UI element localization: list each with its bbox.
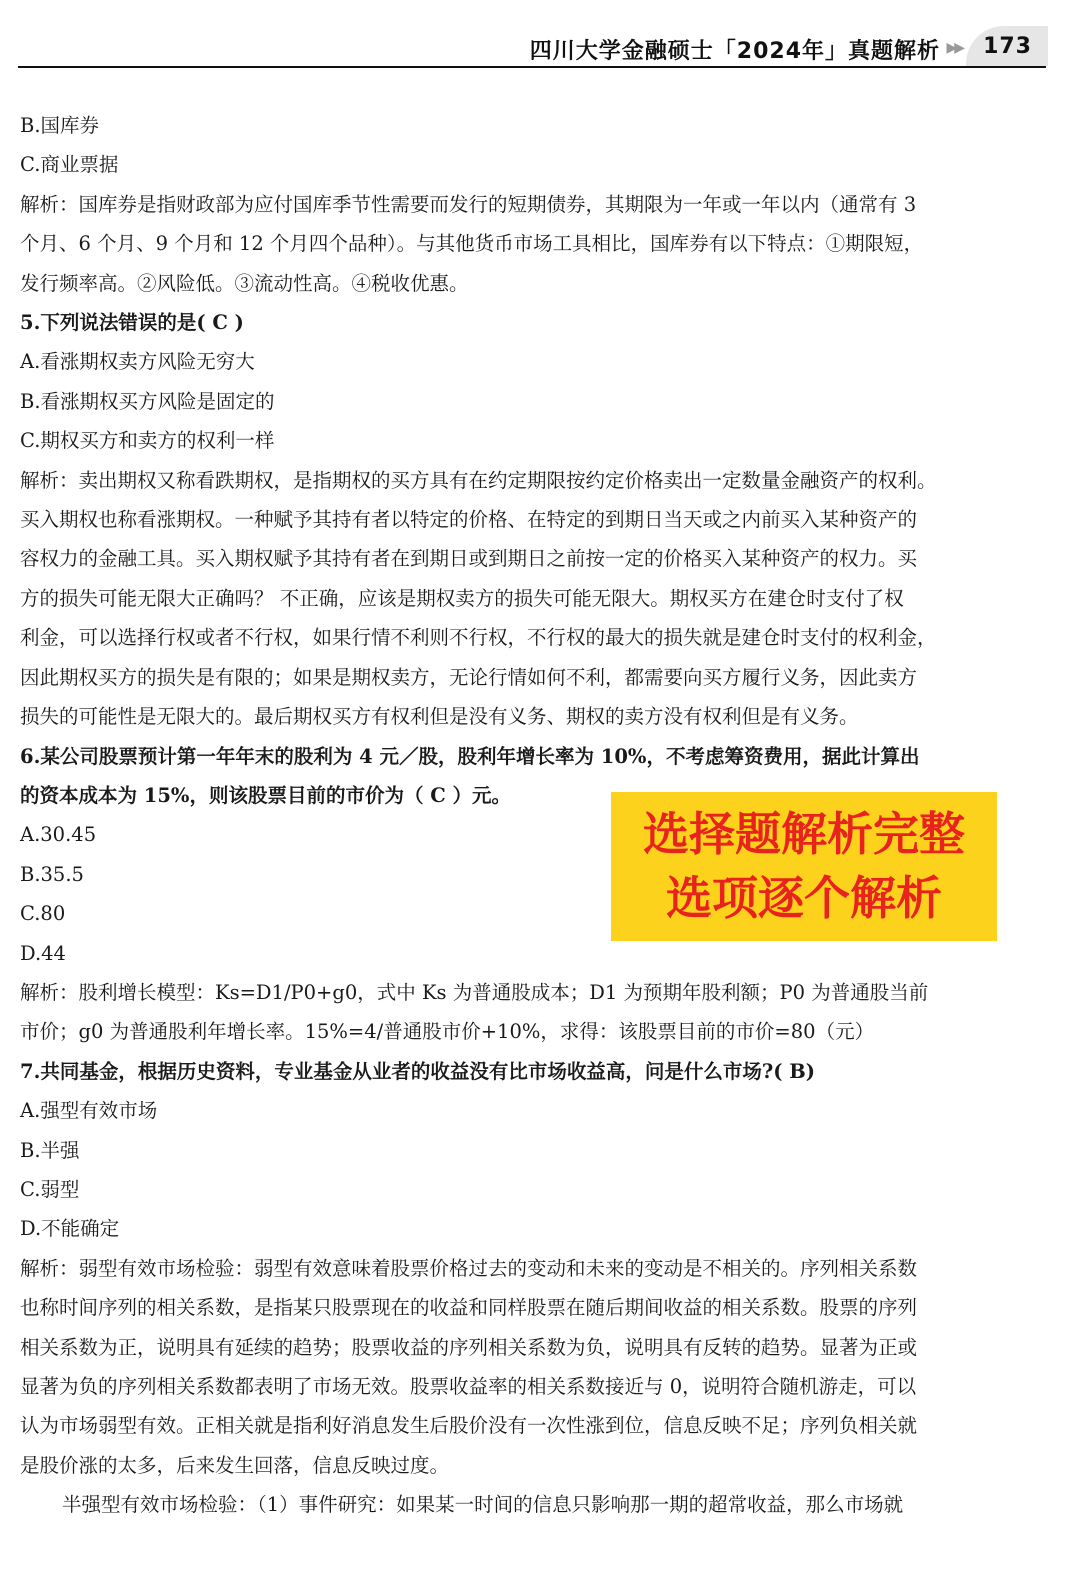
option-a: A.30.45: [20, 823, 97, 847]
analysis-line: 容权力的金融工具。买入期权赋予其持有者在到期日或到期日之前按一定的价格买入某种资产的权力。买: [20, 547, 918, 571]
analysis-line: 解析：股利增长模型：Ks=D1/P0+g0，式中 Ks 为普通股成本；D1 为预期年股利额；P0 为普通股当前: [20, 980, 929, 1004]
analysis-line: 解析：国库券是指财政部为应付国库季节性需要而发行的短期债券，其期限为一年或一年以内（通常有 3: [20, 192, 917, 216]
analysis-line: 买入期权也称看涨期权。一种赋予其持有者以特定的价格、在特定的到期日当天或之内前买入某种资产的: [20, 508, 918, 532]
analysis-line: 发行频率高。②风险低。③流动性高。④税收优惠。: [20, 271, 469, 295]
analysis-line: 显著为负的序列相关系数都表明了市场无效。股票收益率的相关系数接近与 0，说明符合随机游走，可以: [20, 1375, 917, 1398]
question-6-cont: 的资本成本为 15%，则该股票目前的市价为（ C ）元。: [20, 783, 512, 807]
banner-line-2: 选项逐个解析: [666, 871, 942, 925]
option-d: D.不能确定: [20, 1217, 120, 1241]
option-d: D.44: [20, 941, 66, 965]
question-7: 7.共同基金，根据历史资料，专业基金从业者的收益没有比市场收益高，问是什么市场?( B): [20, 1059, 816, 1083]
page-header: [0, 0, 1080, 70]
analysis-line: 方的损失可能无限大正确吗？ 不正确，应该是期权卖方的损失可能无限大。期权买方在建仓时支付了权: [20, 586, 904, 610]
analysis-line: 个月、6 个月、9 个月和 12 个月四个品种）。与其他货币市场工具相比，国库券有以下特点：①期限短，: [20, 232, 924, 256]
option-b: B.看涨期权买方风险是固定的: [20, 389, 275, 413]
option-b: B.国库券: [20, 114, 100, 137]
question-5: 5.下列说法错误的是( C ): [20, 311, 244, 335]
analysis-line: 认为市场弱型有效。正相关就是指利好消息发生后股价没有一次性涨到位，信息反映不足；序列负相关就: [20, 1414, 918, 1438]
banner-line-1: 选择题解析完整: [643, 807, 965, 861]
page-number: 173: [983, 34, 1032, 59]
option-c: C.80: [20, 902, 66, 926]
analysis-line: 损失的可能性是无限大的。最后期权买方有权利但是没有义务、期权的卖方没有权利但是有义务。: [20, 705, 859, 729]
analysis-line: 市价；g0 为普通股利年增长率。15%=4/普通股市价+10%，求得：该股票目前的市价=80（元）: [20, 1020, 875, 1044]
analysis-line: 解析：卖出期权又称看跌期权，是指期权的买方具有在约定期限按约定价格卖出一定数量金融资产的权利。: [20, 468, 937, 492]
analysis-line: 相关系数为正，说明具有延续的趋势；股票收益的序列相关系数为负，说明具有反转的趋势。显著为正或: [20, 1335, 918, 1359]
analysis-line: 是股价涨的太多，后来发生回落，信息反映过度。: [20, 1453, 450, 1477]
promo-banner: [611, 792, 997, 941]
analysis-line: 利金，可以选择行权或者不行权，如果行情不利则不行权，不行权的最大的损失就是建仓时支付的权利金，: [20, 626, 937, 650]
header-title: 四川大学金融硕士「2024年」真题解析: [529, 39, 940, 64]
option-a: A.看涨期权卖方风险无穷大: [20, 350, 255, 374]
header-divider: [18, 66, 1046, 68]
option-b: B.35.5: [20, 862, 84, 886]
analysis-line: 因此期权买方的损失是有限的；如果是期权卖方，无论行情如何不利，都需要向买方履行义务，因此卖方: [20, 665, 918, 689]
option-c: C.弱型: [20, 1177, 80, 1201]
option-c: C.商业票据: [20, 153, 119, 177]
analysis-line: 也称时间序列的相关系数，是指某只股票现在的收益和同样股票在随后期间收益的相关系数。股票的序列: [20, 1296, 918, 1320]
option-a: A.强型有效市场: [20, 1099, 158, 1123]
analysis-line: 半强型有效市场检验：（1）事件研究：如果某一时间的信息只影响那一期的超常收益，那么市场就: [62, 1493, 904, 1517]
option-c: C.期权买方和卖方的权利一样: [20, 429, 275, 453]
header-arrows-icon: ▶▶: [946, 40, 962, 56]
option-b: B.半强: [20, 1138, 80, 1162]
analysis-line: 解析：弱型有效市场检验：弱型有效意味着股票价格过去的变动和未来的变动是不相关的。序列相关系数: [20, 1256, 918, 1280]
question-6: 6.某公司股票预计第一年年末的股利为 4 元／股，股利年增长率为 10%，不考虑筹资费用，据此计算出: [20, 744, 920, 768]
